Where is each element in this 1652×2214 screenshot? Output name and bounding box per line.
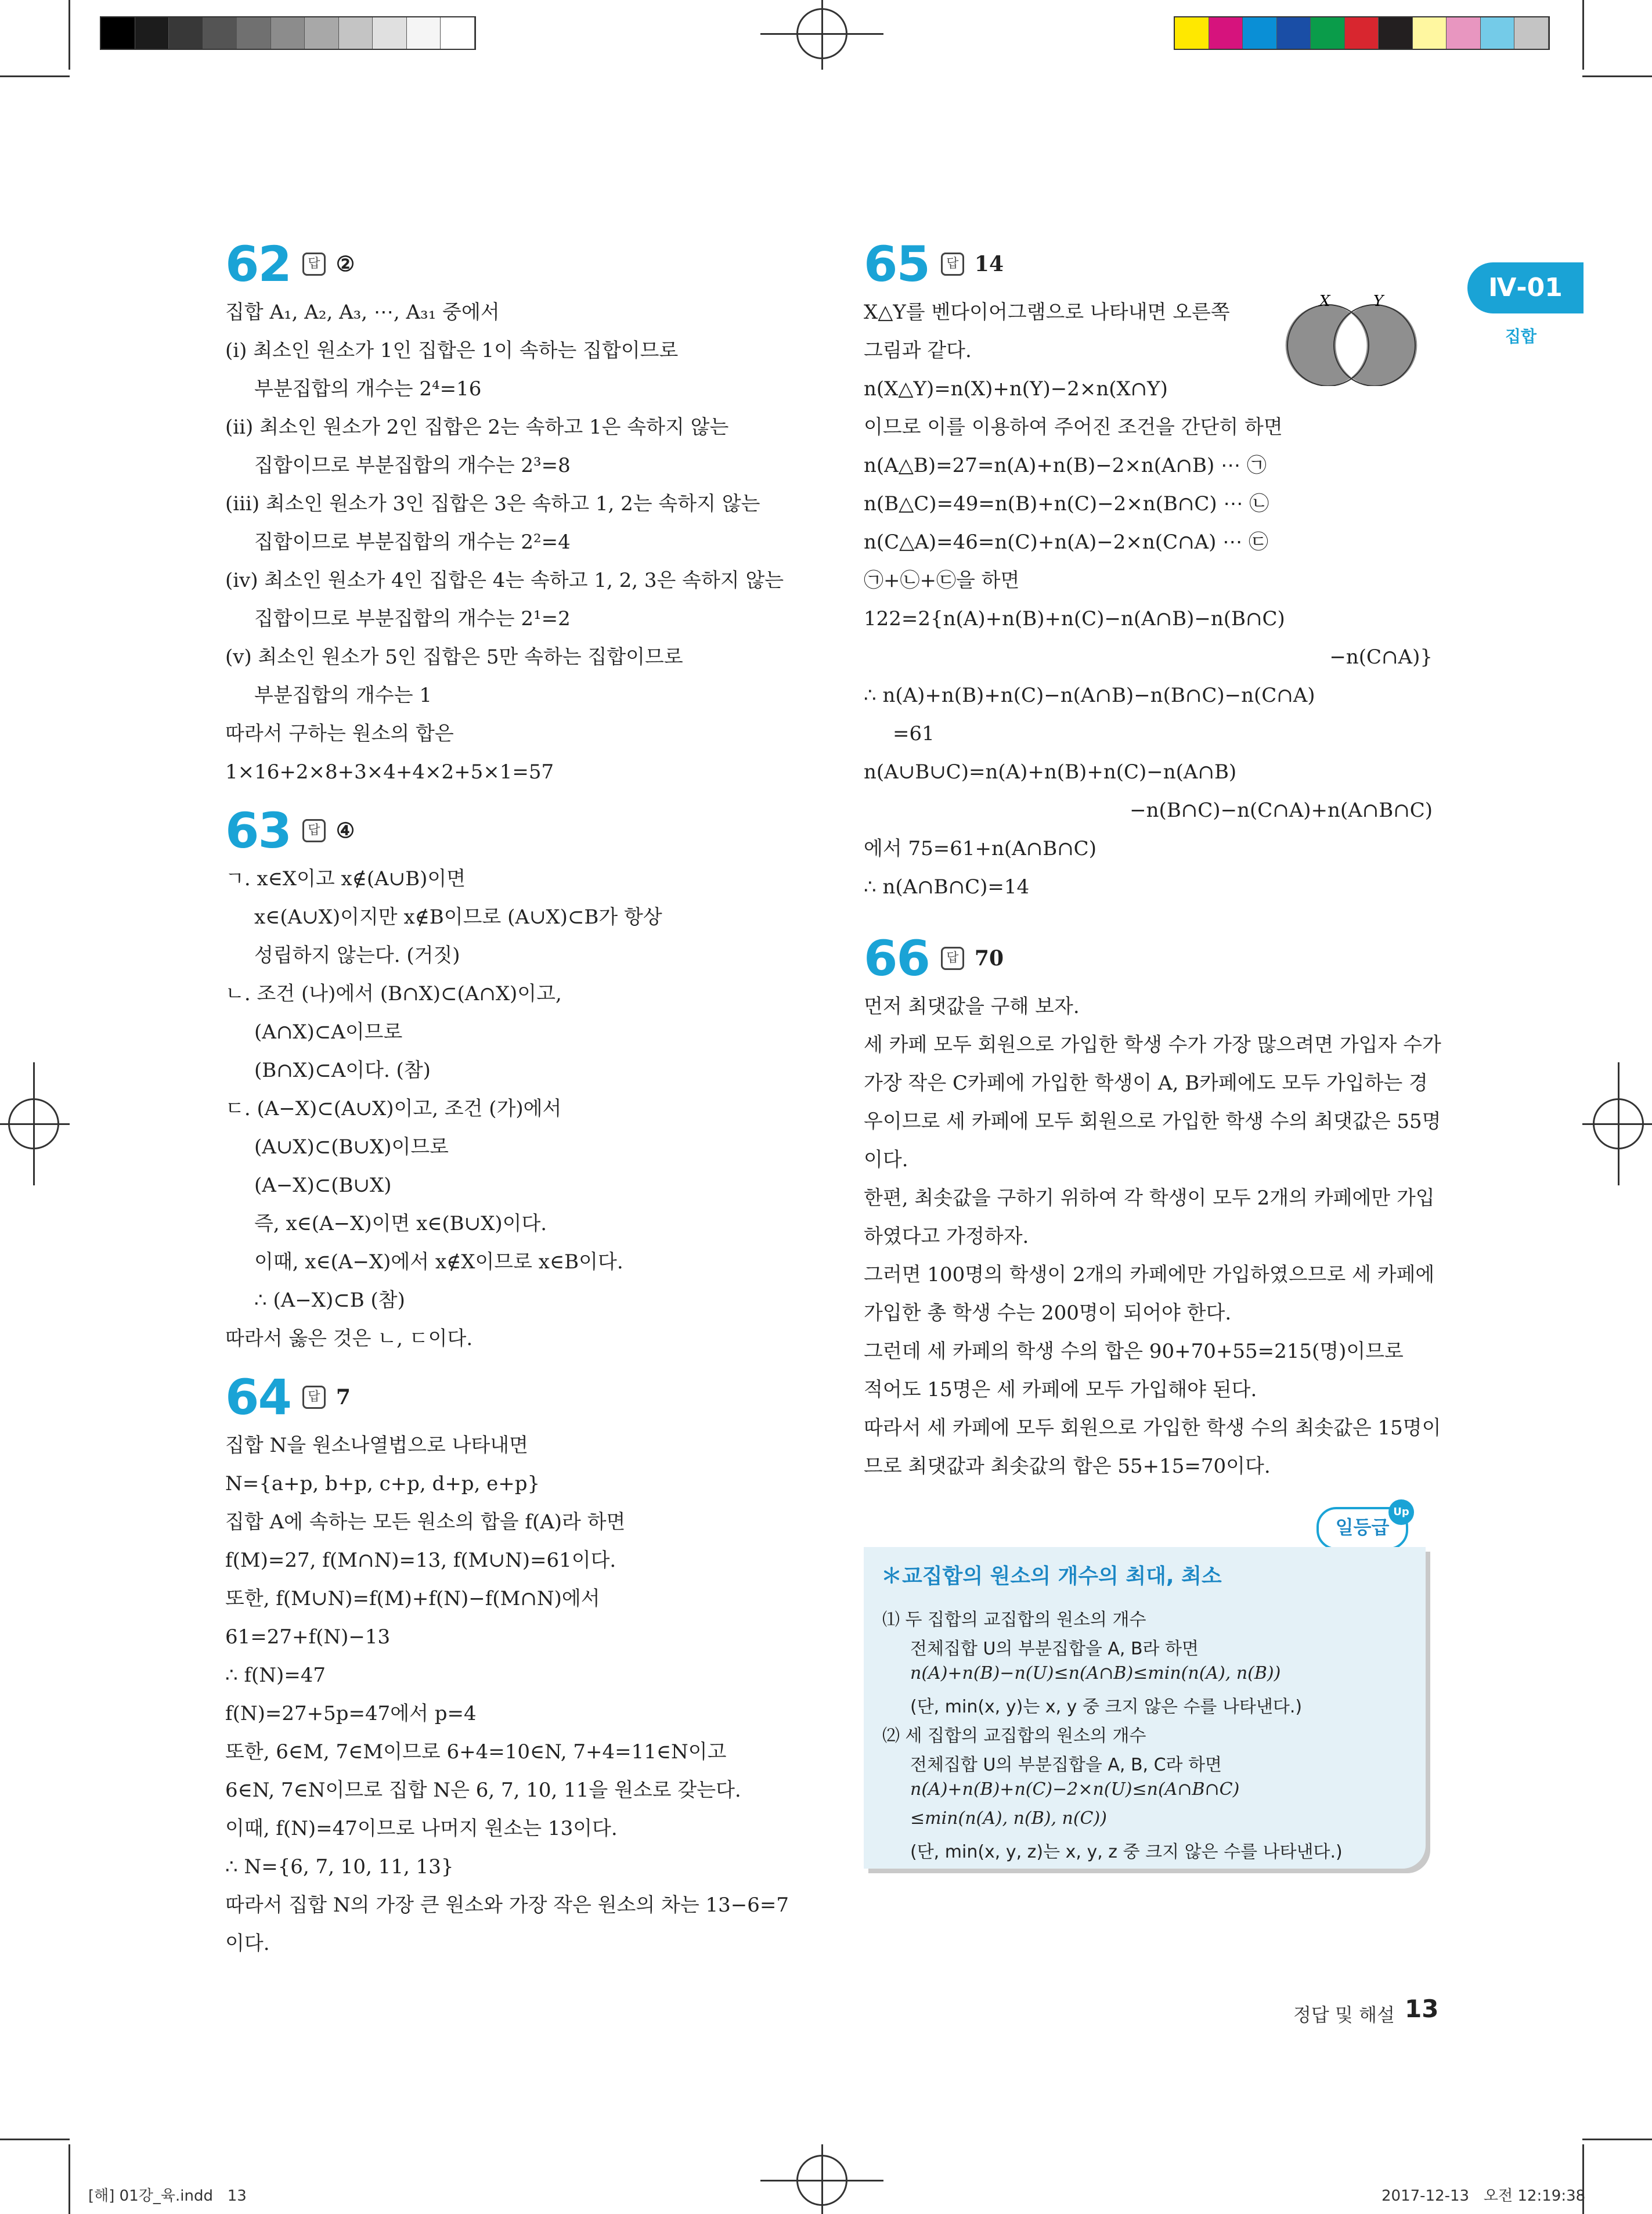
solution-line: (A−X)⊂(B∪X) xyxy=(254,1174,392,1197)
solution-line: 122=2{n(A)+n(B)+n(C)−n(A∩B)−n(B∩C) xyxy=(864,607,1285,630)
crop-mark xyxy=(68,0,70,70)
tip-title: ＊교집합의 원소의 개수의 최대, 최소 xyxy=(881,1564,1222,1588)
solution-line: ㄷ. (A−X)⊂(A∪X)이고, 조건 (가)에서 xyxy=(225,1097,562,1120)
crop-mark xyxy=(68,2144,70,2214)
solution-line: N={a+p, b+p, c+p, d+p, e+p} xyxy=(225,1472,540,1495)
process-color-bar xyxy=(1174,16,1550,50)
registration-mark-icon xyxy=(33,1062,35,1185)
gray-swatch xyxy=(441,17,475,49)
solution-line: (A∩X)⊂A이므로 xyxy=(254,1021,403,1044)
color-swatch xyxy=(1514,17,1549,49)
color-swatch xyxy=(1447,17,1481,49)
answer-value: ② xyxy=(336,252,355,276)
solution-line: 하였다고 가정하자. xyxy=(864,1225,1029,1248)
solution-line: n(A∪B∪C)=n(A)+n(B)+n(C)−n(A∩B) xyxy=(864,760,1237,784)
solution-line: n(A△B)=27=n(A)+n(B)−2×n(A∩B) ⋯ ㉠ xyxy=(864,454,1267,477)
gray-swatch xyxy=(203,17,237,49)
solution-line: (ⅳ) 최소인 원소가 4인 집합은 4는 속하고 1, 2, 3은 속하지 않는 xyxy=(225,569,784,592)
solution-line: 부분집합의 개수는 1 xyxy=(254,684,432,707)
solution-line: ∴ f(N)=47 xyxy=(225,1664,326,1687)
solution-line: (A∪X)⊂(B∪X)이므로 xyxy=(254,1135,449,1159)
solution-line: 이다. xyxy=(225,1932,270,1955)
solution-line: 집합 N을 원소나열법으로 나타내면 xyxy=(225,1434,528,1457)
solution-line: n(X△Y)=n(X)+n(Y)−2×n(X∩Y) xyxy=(864,377,1168,401)
color-swatch xyxy=(1481,17,1515,49)
venn-diagram xyxy=(1276,293,1427,386)
registration-mark-icon xyxy=(0,1123,70,1125)
solution-line: ∴ N={6, 7, 10, 11, 13} xyxy=(225,1855,454,1878)
solution-line: 이므로 이를 이용하여 주어진 조건을 간단히 하면 xyxy=(864,416,1283,439)
solution-line: −n(C∩A)} xyxy=(1329,646,1433,669)
answer-value: ④ xyxy=(336,818,355,843)
solution-line: 1×16+2×8+3×4+4×2+5×1=57 xyxy=(225,760,554,784)
tip-line: (단, min(x, y, z)는 x, y, z 중 크지 않은 수를 나타낸다.) xyxy=(910,1842,1343,1862)
color-swatch xyxy=(1277,17,1311,49)
venn-x-label: X xyxy=(1319,293,1330,310)
crop-mark xyxy=(1582,0,1584,70)
solution-line: 집합이므로 부분집합의 개수는 2¹=2 xyxy=(254,607,571,630)
problem-number: 66 xyxy=(864,930,929,987)
file-name: [해] 01강_육.indd 13 xyxy=(88,2187,247,2205)
gray-swatch xyxy=(305,17,339,49)
page-number: 13 xyxy=(1405,1995,1439,2023)
solution-line: 61=27+f(N)−13 xyxy=(225,1625,391,1649)
solution-line: 따라서 옳은 것은 ㄴ, ㄷ이다. xyxy=(225,1327,473,1350)
solution-line: ∴ n(A∩B∩C)=14 xyxy=(864,875,1030,899)
registration-mark-icon xyxy=(821,0,823,70)
solution-line: 가입한 총 학생 수는 200명이 되어야 한다. xyxy=(864,1301,1232,1325)
solution-line: 먼저 최댓값을 구해 보자. xyxy=(864,995,1080,1018)
solution-line: 또한, 6∈M, 7∈M이므로 6+4=10∈N, 7+4=11∈N이고 xyxy=(225,1740,727,1764)
solution-line: 6∈N, 7∈N이므로 집합 N은 6, 7, 10, 11을 원소로 갖는다. xyxy=(225,1779,741,1802)
up-badge-icon: Up xyxy=(1388,1499,1414,1525)
solution-line: 우이므로 세 카페에 모두 회원으로 가입한 학생 수의 최댓값은 55명 xyxy=(864,1110,1441,1133)
answer-tag-icon: 답 xyxy=(302,253,326,276)
answer-tag-icon: 답 xyxy=(941,947,964,970)
solution-line: 집합이므로 부분집합의 개수는 2²=4 xyxy=(254,531,571,554)
solution-line: n(C△A)=46=n(C)+n(A)−2×n(C∩A) ⋯ ㉢ xyxy=(864,531,1268,554)
solution-line: (B∩X)⊂A이다. (참) xyxy=(254,1059,431,1082)
solution-line: n(B△C)=49=n(B)+n(C)−2×n(B∩C) ⋯ ㉡ xyxy=(864,492,1269,515)
solution-line: ㄱ. x∈X이고 x∉(A∪B)이면 xyxy=(225,867,466,890)
venn-y-only-region xyxy=(1351,305,1417,386)
answer-tag-icon: 답 xyxy=(302,819,326,842)
solution-line: (ⅱ) 최소인 원소가 2인 집합은 2는 속하고 1은 속하지 않는 xyxy=(225,416,729,439)
color-swatch xyxy=(1311,17,1345,49)
print-timestamp: 2017-12-13 오전 12:19:38 xyxy=(1382,2187,1586,2205)
solution-line: ∴ n(A)+n(B)+n(C)−n(A∩B)−n(B∩C)−n(C∩A) xyxy=(864,684,1315,707)
solution-line: 가장 작은 C카페에 가입한 학생이 A, B카페에도 모두 가입하는 경 xyxy=(864,1072,1428,1095)
gray-swatch xyxy=(101,17,135,49)
problem-number: 64 xyxy=(225,1369,291,1426)
solution-line: 따라서 구하는 원소의 합은 xyxy=(225,722,454,745)
tip-line: 전체집합 U의 부분집합을 A, B라 하면 xyxy=(910,1639,1199,1659)
solution-line: 그런데 세 카페의 학생 수의 합은 90+70+55=215(명)이므로 xyxy=(864,1340,1404,1363)
venn-y-label: Y xyxy=(1373,293,1384,310)
problem-66-header xyxy=(864,929,1433,987)
solution-line: 이다. xyxy=(864,1148,908,1171)
color-swatch xyxy=(1243,17,1277,49)
solution-line: f(N)=27+5p=47에서 p=4 xyxy=(225,1702,477,1725)
crop-mark xyxy=(0,2139,70,2140)
registration-mark-icon xyxy=(1582,1123,1652,1125)
solution-line: 또한, f(M∪N)=f(M)+f(N)−f(M∩N)에서 xyxy=(225,1587,600,1610)
problem-number: 62 xyxy=(225,236,291,293)
registration-mark-icon xyxy=(821,2144,823,2214)
problem-66-solution xyxy=(864,987,1441,1485)
problem-63-header xyxy=(225,802,782,860)
solution-line: 그러면 100명의 학생이 2개의 카페에만 가입하였으므로 세 카페에 xyxy=(864,1263,1435,1286)
gray-swatch xyxy=(339,17,373,49)
venn-x-only-region xyxy=(1286,305,1351,386)
solution-line: 부분집합의 개수는 2⁴=16 xyxy=(254,377,482,401)
crop-mark xyxy=(1582,75,1652,77)
solution-line: 에서 75=61+n(A∩B∩C) xyxy=(864,837,1096,860)
solution-line: =61 xyxy=(893,722,935,745)
solution-line: 즉, x∈(A−X)이면 x∈(B∪X)이다. xyxy=(254,1212,547,1235)
registration-mark-icon xyxy=(1618,1062,1619,1185)
chapter-tab: Ⅳ-01 xyxy=(1467,262,1584,313)
solution-line: 한편, 최솟값을 구하기 위하여 각 학생이 모두 2개의 카페에만 가입 xyxy=(864,1187,1435,1210)
solution-line: 성립하지 않는다. (거짓) xyxy=(254,944,460,967)
answer-tag-icon: 답 xyxy=(302,1386,326,1409)
problem-63-solution xyxy=(225,860,782,1358)
chapter-tab-subtitle: 집합 xyxy=(1505,327,1537,346)
solution-line: −n(B∩C)−n(C∩A)+n(A∩B∩C) xyxy=(1130,799,1433,822)
left-column xyxy=(225,235,789,1963)
problem-62-solution xyxy=(225,293,782,791)
solution-line: 그림과 같다. xyxy=(864,339,972,362)
tip-formula: n(A)+n(B)+n(C)−2×n(U)≤n(A∩B∩C) xyxy=(910,1779,1240,1800)
solution-line: (ⅲ) 최소인 원소가 3인 집합은 3은 속하고 1, 2는 속하지 않는 xyxy=(225,492,760,515)
gray-swatch xyxy=(373,17,407,49)
crop-mark xyxy=(1582,2139,1652,2140)
solution-line: f(M)=27, f(M∩N)=13, f(M∪N)=61이다. xyxy=(225,1549,616,1572)
solution-line: X△Y를 벤다이어그램으로 나타내면 오른쪽 xyxy=(864,301,1230,324)
solution-line: 집합 A₁, A₂, A₃, ⋯, A₃₁ 중에서 xyxy=(225,301,500,324)
solution-line: (ⅰ) 최소인 원소가 1인 집합은 1이 속하는 집합이므로 xyxy=(225,339,679,362)
solution-line: ㄴ. 조건 (나)에서 (B∩X)⊂(A∩X)이고, xyxy=(225,982,562,1005)
solution-line: 이때, x∈(A−X)에서 x∉X이므로 x∈B이다. xyxy=(254,1250,623,1274)
problem-number: 63 xyxy=(225,802,291,859)
solution-line: x∈(A∪X)이지만 x∉B이므로 (A∪X)⊂B가 항상 xyxy=(254,906,662,929)
top-grade-badge: 일등급 xyxy=(1316,1507,1408,1550)
gray-swatch xyxy=(237,17,271,49)
grayscale-color-bar xyxy=(100,16,476,50)
gray-swatch xyxy=(169,17,203,49)
answer-tag-icon: 답 xyxy=(941,253,964,276)
solution-line: (ⅴ) 최소인 원소가 5인 집합은 5만 속하는 집합이므로 xyxy=(225,646,683,669)
solution-line: 집합이므로 부분집합의 개수는 2³=8 xyxy=(254,454,571,477)
problem-65-header xyxy=(864,235,1433,293)
tip-formula: ≤min(n(A), n(B), n(C)) xyxy=(910,1808,1107,1829)
right-column xyxy=(864,235,1441,1485)
page-footer-section: 정답 및 해설 xyxy=(1293,2004,1395,2026)
problem-62-header xyxy=(225,235,782,293)
color-swatch xyxy=(1379,17,1413,49)
problem-64-solution xyxy=(225,1426,789,1963)
answer-value: 70 xyxy=(974,946,1004,971)
solution-line: 이때, f(N)=47이므로 나머지 원소는 13이다. xyxy=(225,1817,618,1840)
crop-mark xyxy=(0,75,70,77)
tip-line: (단, min(x, y)는 x, y 중 크지 않은 수를 나타낸다.) xyxy=(910,1697,1303,1717)
solution-line: ∴ (A−X)⊂B (참) xyxy=(254,1289,405,1312)
solution-line: 집합 A에 속하는 모든 원소의 합을 f(A)라 하면 xyxy=(225,1510,626,1534)
problem-number: 65 xyxy=(864,236,929,293)
tip-box xyxy=(864,1547,1426,1869)
color-swatch xyxy=(1345,17,1379,49)
solution-line: ㉠+㉡+㉢을 하면 xyxy=(864,569,1020,592)
solution-line: 따라서 세 카페에 모두 회원으로 가입한 학생 수의 최솟값은 15명이 xyxy=(864,1416,1441,1440)
tip-line: ⑵ 세 집합의 교집합의 원소의 개수 xyxy=(882,1726,1146,1746)
tip-line: 전체집합 U의 부분집합을 A, B, C라 하면 xyxy=(910,1755,1222,1775)
answer-value: 14 xyxy=(974,252,1004,276)
solution-line: 따라서 집합 N의 가장 큰 원소와 가장 작은 원소의 차는 13−6=7 xyxy=(225,1894,789,1917)
answer-value: 7 xyxy=(336,1385,351,1409)
solution-line: 적어도 15명은 세 카페에 모두 가입해야 된다. xyxy=(864,1378,1257,1401)
gray-swatch xyxy=(271,17,305,49)
tip-formula: n(A)+n(B)−n(U)≤n(A∩B)≤min(n(A), n(B)) xyxy=(910,1663,1281,1683)
color-swatch xyxy=(1209,17,1243,49)
gray-swatch xyxy=(407,17,441,49)
color-swatch xyxy=(1413,17,1447,49)
problem-64-header xyxy=(225,1368,782,1426)
color-swatch xyxy=(1175,17,1209,49)
gray-swatch xyxy=(135,17,169,49)
solution-line: 세 카페 모두 회원으로 가입한 학생 수가 가장 많으려면 가입자 수가 xyxy=(864,1033,1441,1056)
tip-line: ⑴ 두 집합의 교집합의 원소의 개수 xyxy=(882,1610,1146,1630)
solution-line: 므로 최댓값과 최솟값의 합은 55+15=70이다. xyxy=(864,1455,1271,1478)
